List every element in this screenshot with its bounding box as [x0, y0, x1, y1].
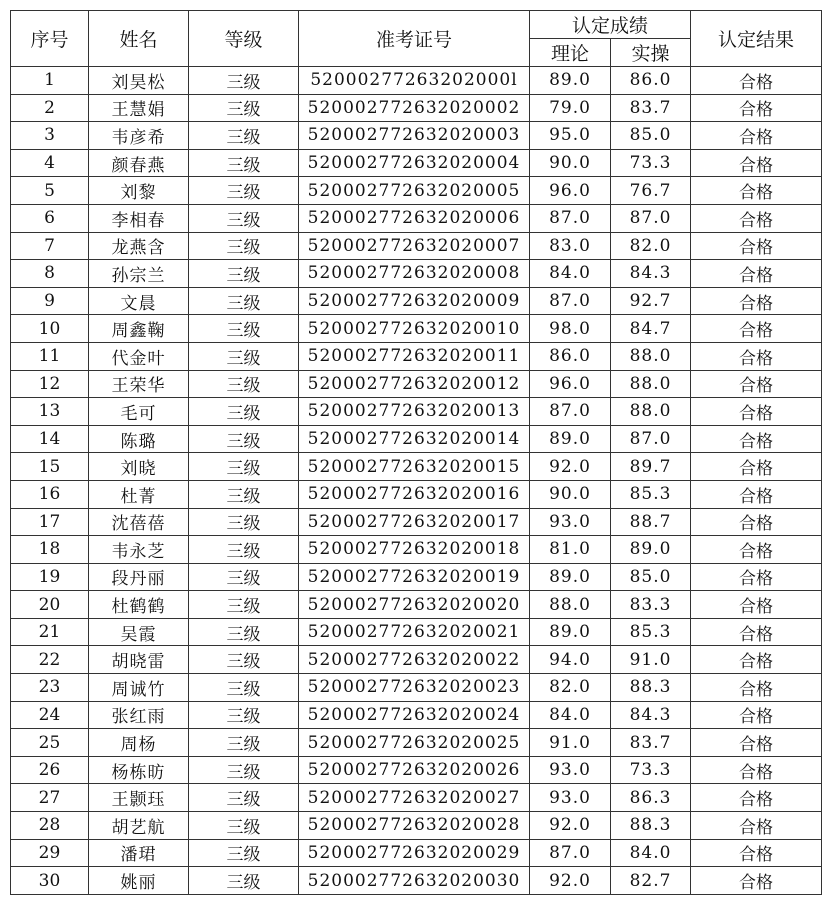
cell-seq: 1	[11, 67, 89, 95]
cell-name: 周杨	[89, 729, 189, 757]
table-row	[11, 453, 822, 481]
table-row	[11, 204, 822, 232]
cell-practice-score: 88.3	[611, 812, 691, 840]
cell-level: 三级	[189, 287, 299, 315]
cell-name: 杜鹤鹤	[89, 591, 189, 619]
cell-level: 三级	[189, 646, 299, 674]
cell-result: 合格	[691, 67, 822, 95]
cell-name: 杨栋昉	[89, 756, 189, 784]
cell-level: 三级	[189, 425, 299, 453]
cell-seq: 2	[11, 94, 89, 122]
cell-level: 三级	[189, 94, 299, 122]
cell-name: 刘黎	[89, 177, 189, 205]
cell-level: 三级	[189, 508, 299, 536]
cell-result: 合格	[691, 839, 822, 867]
cell-practice-score: 87.0	[611, 204, 691, 232]
cell-ticket: 520002772632020016	[299, 480, 530, 508]
cell-level: 三级	[189, 839, 299, 867]
cell-name: 杜菁	[89, 480, 189, 508]
cell-result: 合格	[691, 342, 822, 370]
cell-result: 合格	[691, 260, 822, 288]
cell-seq: 16	[11, 480, 89, 508]
cell-ticket: 520002772632020006	[299, 204, 530, 232]
cell-practice-score: 87.0	[611, 425, 691, 453]
cell-result: 合格	[691, 287, 822, 315]
cell-practice-score: 89.7	[611, 453, 691, 481]
table-body	[11, 67, 822, 895]
cell-practice-score: 73.3	[611, 149, 691, 177]
cell-seq: 8	[11, 260, 89, 288]
table-row	[11, 287, 822, 315]
header-level: 等级	[189, 11, 299, 67]
cell-result: 合格	[691, 315, 822, 343]
cell-result: 合格	[691, 480, 822, 508]
table-row	[11, 398, 822, 426]
cell-name: 刘昊松	[89, 67, 189, 95]
cell-ticket: 520002772632020023	[299, 674, 530, 702]
header-name: 姓名	[89, 11, 189, 67]
cell-level: 三级	[189, 67, 299, 95]
certification-results-table	[10, 10, 822, 895]
cell-practice-score: 91.0	[611, 646, 691, 674]
cell-level: 三级	[189, 232, 299, 260]
cell-ticket: 520002772632020020	[299, 591, 530, 619]
cell-theory-score: 93.0	[530, 784, 611, 812]
cell-level: 三级	[189, 784, 299, 812]
cell-result: 合格	[691, 756, 822, 784]
cell-theory-score: 91.0	[530, 729, 611, 757]
cell-level: 三级	[189, 756, 299, 784]
cell-level: 三级	[189, 122, 299, 150]
cell-practice-score: 92.7	[611, 287, 691, 315]
cell-result: 合格	[691, 204, 822, 232]
cell-result: 合格	[691, 536, 822, 564]
cell-theory-score: 82.0	[530, 674, 611, 702]
table-row	[11, 342, 822, 370]
cell-result: 合格	[691, 232, 822, 260]
header-result: 认定结果	[691, 11, 822, 67]
cell-practice-score: 86.0	[611, 67, 691, 95]
cell-theory-score: 94.0	[530, 646, 611, 674]
cell-ticket: 520002772632020025	[299, 729, 530, 757]
cell-theory-score: 81.0	[530, 536, 611, 564]
table-row	[11, 729, 822, 757]
cell-theory-score: 88.0	[530, 591, 611, 619]
cell-seq: 14	[11, 425, 89, 453]
cell-practice-score: 85.0	[611, 122, 691, 150]
cell-theory-score: 93.0	[530, 508, 611, 536]
table-row	[11, 591, 822, 619]
cell-ticket: 520002772632020011	[299, 342, 530, 370]
cell-name: 沈蓓蓓	[89, 508, 189, 536]
cell-level: 三级	[189, 342, 299, 370]
cell-result: 合格	[691, 701, 822, 729]
cell-result: 合格	[691, 867, 822, 895]
cell-result: 合格	[691, 646, 822, 674]
cell-name: 颜春燕	[89, 149, 189, 177]
cell-level: 三级	[189, 618, 299, 646]
cell-practice-score: 88.0	[611, 370, 691, 398]
cell-practice-score: 83.7	[611, 94, 691, 122]
cell-ticket: 520002772632020029	[299, 839, 530, 867]
cell-theory-score: 96.0	[530, 177, 611, 205]
cell-seq: 18	[11, 536, 89, 564]
cell-name: 张红雨	[89, 701, 189, 729]
cell-level: 三级	[189, 591, 299, 619]
cell-seq: 7	[11, 232, 89, 260]
cell-seq: 24	[11, 701, 89, 729]
cell-seq: 13	[11, 398, 89, 426]
cell-theory-score: 92.0	[530, 812, 611, 840]
cell-seq: 26	[11, 756, 89, 784]
cell-name: 文晨	[89, 287, 189, 315]
cell-seq: 17	[11, 508, 89, 536]
cell-seq: 23	[11, 674, 89, 702]
cell-seq: 21	[11, 618, 89, 646]
cell-result: 合格	[691, 784, 822, 812]
cell-theory-score: 98.0	[530, 315, 611, 343]
cell-theory-score: 92.0	[530, 867, 611, 895]
cell-practice-score: 88.0	[611, 398, 691, 426]
cell-level: 三级	[189, 177, 299, 205]
cell-name: 王慧娟	[89, 94, 189, 122]
cell-theory-score: 84.0	[530, 260, 611, 288]
cell-theory-score: 87.0	[530, 398, 611, 426]
cell-practice-score: 76.7	[611, 177, 691, 205]
cell-practice-score: 84.3	[611, 260, 691, 288]
cell-practice-score: 73.3	[611, 756, 691, 784]
cell-theory-score: 79.0	[530, 94, 611, 122]
table-row	[11, 674, 822, 702]
cell-level: 三级	[189, 812, 299, 840]
cell-ticket: 520002772632020030	[299, 867, 530, 895]
table-header	[11, 11, 822, 67]
table-row	[11, 149, 822, 177]
header-theory: 理论	[530, 39, 611, 67]
table-row	[11, 508, 822, 536]
cell-practice-score: 83.3	[611, 591, 691, 619]
cell-theory-score: 84.0	[530, 701, 611, 729]
table-row	[11, 839, 822, 867]
cell-level: 三级	[189, 398, 299, 426]
cell-ticket: 520002772632020028	[299, 812, 530, 840]
cell-seq: 22	[11, 646, 89, 674]
cell-level: 三级	[189, 260, 299, 288]
cell-seq: 30	[11, 867, 89, 895]
cell-level: 三级	[189, 204, 299, 232]
cell-name: 周诚竹	[89, 674, 189, 702]
cell-practice-score: 88.0	[611, 342, 691, 370]
cell-level: 三级	[189, 370, 299, 398]
cell-result: 合格	[691, 398, 822, 426]
table-row	[11, 67, 822, 95]
cell-ticket: 520002772632020012	[299, 370, 530, 398]
table-row	[11, 536, 822, 564]
cell-result: 合格	[691, 370, 822, 398]
cell-practice-score: 85.3	[611, 618, 691, 646]
cell-name: 潘珺	[89, 839, 189, 867]
cell-theory-score: 89.0	[530, 67, 611, 95]
cell-ticket: 52000277263202000l	[299, 67, 530, 95]
cell-ticket: 520002772632020010	[299, 315, 530, 343]
cell-practice-score: 84.7	[611, 315, 691, 343]
cell-name: 李相春	[89, 204, 189, 232]
table-row	[11, 701, 822, 729]
header-seq: 序号	[11, 11, 89, 67]
cell-ticket: 520002772632020021	[299, 618, 530, 646]
cell-ticket: 520002772632020017	[299, 508, 530, 536]
cell-practice-score: 88.3	[611, 674, 691, 702]
cell-theory-score: 96.0	[530, 370, 611, 398]
cell-ticket: 520002772632020026	[299, 756, 530, 784]
cell-theory-score: 89.0	[530, 563, 611, 591]
cell-ticket: 520002772632020022	[299, 646, 530, 674]
cell-result: 合格	[691, 425, 822, 453]
cell-name: 王荣华	[89, 370, 189, 398]
cell-result: 合格	[691, 591, 822, 619]
table-row	[11, 94, 822, 122]
table-row	[11, 370, 822, 398]
table-row	[11, 756, 822, 784]
cell-seq: 4	[11, 149, 89, 177]
cell-practice-score: 85.0	[611, 563, 691, 591]
cell-practice-score: 84.0	[611, 839, 691, 867]
cell-name: 龙燕含	[89, 232, 189, 260]
cell-ticket: 520002772632020009	[299, 287, 530, 315]
cell-level: 三级	[189, 149, 299, 177]
cell-result: 合格	[691, 618, 822, 646]
cell-ticket: 520002772632020008	[299, 260, 530, 288]
cell-ticket: 520002772632020014	[299, 425, 530, 453]
cell-level: 三级	[189, 536, 299, 564]
cell-theory-score: 90.0	[530, 149, 611, 177]
cell-ticket: 520002772632020003	[299, 122, 530, 150]
table-row	[11, 563, 822, 591]
cell-seq: 5	[11, 177, 89, 205]
table-row	[11, 232, 822, 260]
cell-name: 吴霞	[89, 618, 189, 646]
cell-practice-score: 89.0	[611, 536, 691, 564]
cell-level: 三级	[189, 563, 299, 591]
cell-name: 毛可	[89, 398, 189, 426]
cell-name: 代金叶	[89, 342, 189, 370]
cell-ticket: 520002772632020004	[299, 149, 530, 177]
table-row	[11, 260, 822, 288]
cell-seq: 10	[11, 315, 89, 343]
cell-name: 孙宗兰	[89, 260, 189, 288]
cell-theory-score: 83.0	[530, 232, 611, 260]
cell-theory-score: 89.0	[530, 425, 611, 453]
cell-ticket: 520002772632020018	[299, 536, 530, 564]
header-ticket: 准考证号	[299, 11, 530, 67]
cell-name: 韦彦希	[89, 122, 189, 150]
table-row	[11, 646, 822, 674]
table-row	[11, 425, 822, 453]
cell-level: 三级	[189, 480, 299, 508]
cell-theory-score: 90.0	[530, 480, 611, 508]
cell-name: 周鑫鞠	[89, 315, 189, 343]
cell-result: 合格	[691, 674, 822, 702]
cell-ticket: 520002772632020027	[299, 784, 530, 812]
cell-theory-score: 92.0	[530, 453, 611, 481]
cell-practice-score: 84.3	[611, 701, 691, 729]
cell-theory-score: 86.0	[530, 342, 611, 370]
cell-practice-score: 82.7	[611, 867, 691, 895]
cell-name: 胡晓雷	[89, 646, 189, 674]
cell-seq: 29	[11, 839, 89, 867]
cell-name: 韦永芝	[89, 536, 189, 564]
cell-level: 三级	[189, 701, 299, 729]
cell-result: 合格	[691, 122, 822, 150]
cell-theory-score: 87.0	[530, 839, 611, 867]
cell-practice-score: 86.3	[611, 784, 691, 812]
header-scores: 认定成绩	[530, 11, 691, 39]
cell-practice-score: 83.7	[611, 729, 691, 757]
cell-ticket: 520002772632020015	[299, 453, 530, 481]
cell-ticket: 520002772632020024	[299, 701, 530, 729]
table-row	[11, 784, 822, 812]
table-row	[11, 618, 822, 646]
cell-level: 三级	[189, 315, 299, 343]
cell-theory-score: 93.0	[530, 756, 611, 784]
cell-seq: 11	[11, 342, 89, 370]
cell-theory-score: 95.0	[530, 122, 611, 150]
cell-result: 合格	[691, 812, 822, 840]
header-practice: 实操	[611, 39, 691, 67]
table-row	[11, 480, 822, 508]
cell-practice-score: 85.3	[611, 480, 691, 508]
cell-name: 段丹丽	[89, 563, 189, 591]
cell-theory-score: 89.0	[530, 618, 611, 646]
cell-seq: 15	[11, 453, 89, 481]
cell-level: 三级	[189, 674, 299, 702]
cell-level: 三级	[189, 867, 299, 895]
table-row	[11, 315, 822, 343]
cell-theory-score: 87.0	[530, 204, 611, 232]
cell-seq: 28	[11, 812, 89, 840]
cell-name: 胡艺航	[89, 812, 189, 840]
cell-practice-score: 82.0	[611, 232, 691, 260]
cell-name: 刘晓	[89, 453, 189, 481]
cell-result: 合格	[691, 508, 822, 536]
cell-seq: 3	[11, 122, 89, 150]
table-row	[11, 122, 822, 150]
cell-seq: 19	[11, 563, 89, 591]
table-row	[11, 867, 822, 895]
cell-result: 合格	[691, 94, 822, 122]
cell-seq: 25	[11, 729, 89, 757]
cell-seq: 6	[11, 204, 89, 232]
cell-seq: 12	[11, 370, 89, 398]
cell-ticket: 520002772632020019	[299, 563, 530, 591]
cell-result: 合格	[691, 729, 822, 757]
cell-result: 合格	[691, 453, 822, 481]
cell-level: 三级	[189, 453, 299, 481]
cell-practice-score: 88.7	[611, 508, 691, 536]
cell-name: 王颢珏	[89, 784, 189, 812]
cell-name: 陈璐	[89, 425, 189, 453]
cell-level: 三级	[189, 729, 299, 757]
cell-seq: 20	[11, 591, 89, 619]
cell-seq: 27	[11, 784, 89, 812]
cell-seq: 9	[11, 287, 89, 315]
cell-result: 合格	[691, 177, 822, 205]
table-row	[11, 177, 822, 205]
cell-name: 姚丽	[89, 867, 189, 895]
cell-result: 合格	[691, 149, 822, 177]
table-row	[11, 812, 822, 840]
cell-ticket: 520002772632020013	[299, 398, 530, 426]
cell-ticket: 520002772632020007	[299, 232, 530, 260]
cell-ticket: 520002772632020002	[299, 94, 530, 122]
cell-result: 合格	[691, 563, 822, 591]
cell-ticket: 520002772632020005	[299, 177, 530, 205]
header-row-top	[11, 11, 822, 39]
cell-theory-score: 87.0	[530, 287, 611, 315]
